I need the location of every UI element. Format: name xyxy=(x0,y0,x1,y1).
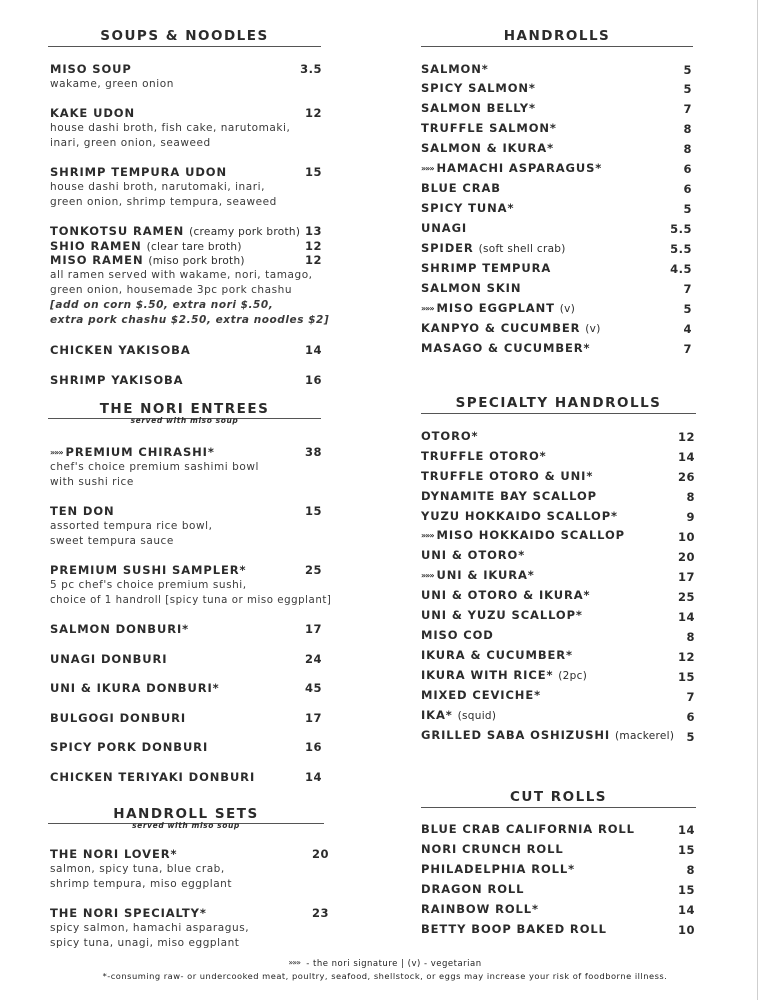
menu-item-name: SHRIMP YAKISOBA xyxy=(50,373,184,387)
page-edge xyxy=(757,0,758,1000)
menu-item-name: TRUFFLE OTORO* xyxy=(421,449,547,463)
menu-item-price: 12 xyxy=(304,253,322,267)
menu-item-price: 14 xyxy=(304,343,322,357)
menu-item-name: SALMON BELLY* xyxy=(421,101,536,115)
menu-item-name: CHICKEN YAKISOBA xyxy=(50,343,191,357)
menu-item-note: (squid) xyxy=(457,710,497,722)
menu-item-price: 14 xyxy=(677,450,695,464)
menu-item-price: 12 xyxy=(304,239,322,253)
section-header-sets: HANDROLL SETS served with miso soup xyxy=(48,806,324,822)
menu-item-price: 8 xyxy=(686,863,695,877)
menu-item-name: SALMON & IKURA* xyxy=(421,141,554,155)
menu-item-name: TRUFFLE SALMON* xyxy=(421,121,557,135)
menu-item-name: TRUFFLE OTORO & UNI* xyxy=(421,469,594,483)
menu-item-price: 23 xyxy=(311,906,329,920)
menu-item-note: (clear tare broth) xyxy=(146,241,242,253)
signature-icon: »»» xyxy=(421,304,434,313)
menu-item-price: 45 xyxy=(304,681,322,695)
menu-item-signature xyxy=(421,301,575,315)
signature-icon: »»» xyxy=(50,448,63,457)
menu-item-price: 6 xyxy=(686,710,695,724)
menu-item-price: 14 xyxy=(304,770,322,784)
menu-item-spider xyxy=(421,241,566,255)
menu-item-desc: inari, green onion, seaweed xyxy=(50,137,211,149)
menu-item-price: 8 xyxy=(686,630,695,644)
menu-item-name: DYNAMITE BAY SCALLOP xyxy=(421,489,597,503)
signature-icon: »»» xyxy=(421,164,434,173)
menu-item-price: 6 xyxy=(683,182,692,196)
menu-item-desc: house dashi broth, fish cake, narutomaki, xyxy=(50,122,291,134)
menu-item-price: 8 xyxy=(686,490,695,504)
menu-item-price: 15 xyxy=(304,504,322,518)
section-rule xyxy=(48,46,321,47)
menu-item-price: 7 xyxy=(683,282,692,296)
menu-item-price: 14 xyxy=(677,903,695,917)
menu-item-name: KAKE UDON xyxy=(50,106,135,120)
menu-item-price: 5 xyxy=(683,82,692,96)
menu-item-name: TEN DON xyxy=(50,504,115,518)
menu-item-name: BETTY BOOP BAKED ROLL xyxy=(421,922,607,936)
menu-item-name: SALMON* xyxy=(421,62,489,76)
footer-disclaimer: *-consuming raw- or undercooked meat, poultry, seafood, shellstock, or eggs may increase your risk of foodborne illness. xyxy=(102,971,668,981)
menu-item-price: 3.5 xyxy=(300,62,322,76)
menu-item-name: MISO EGGPLANT xyxy=(436,301,555,315)
menu-item-name: PREMIUM SUSHI SAMPLER* xyxy=(50,563,247,577)
menu-item-name: PREMIUM CHIRASHI* xyxy=(65,445,215,459)
menu-item-name: PHILADELPHIA ROLL* xyxy=(421,862,576,876)
menu-item-price: 12 xyxy=(677,650,695,664)
menu-item-price: 15 xyxy=(677,883,695,897)
menu-item-name: SHRIMP TEMPURA UDON xyxy=(50,165,227,179)
menu-item-name: UNI & OTORO & IKURA* xyxy=(421,588,591,602)
menu-item-name: MISO RAMEN xyxy=(50,253,144,267)
menu-item-ramen xyxy=(50,239,242,253)
menu-item-price: 14 xyxy=(677,610,695,624)
section-header-cutrolls: CUT ROLLS xyxy=(421,789,696,805)
section-rule xyxy=(421,46,693,47)
menu-item-name: SHRIMP TEMPURA xyxy=(421,261,552,275)
menu-item-price: 15 xyxy=(304,165,322,179)
menu-item-note: (2pc) xyxy=(558,670,588,682)
menu-item-desc: green onion, shrimp tempura, seaweed xyxy=(50,196,277,208)
menu-item-name: KANPYO & CUCUMBER xyxy=(421,321,581,335)
menu-item-saba xyxy=(421,728,674,742)
menu-item-signature xyxy=(421,161,602,175)
menu-item-price: 7 xyxy=(683,102,692,116)
menu-item-price: 25 xyxy=(677,590,695,604)
section-rule xyxy=(421,413,696,414)
menu-item-kanpyo xyxy=(421,321,601,335)
menu-item-price: 17 xyxy=(677,570,695,584)
menu-item-name: MASAGO & CUCUMBER* xyxy=(421,341,591,355)
legend-text: - the nori signature | (v) - vegetarian xyxy=(303,959,482,969)
menu-item-note: (soft shell crab) xyxy=(478,243,566,255)
menu-item-price: 17 xyxy=(304,711,322,725)
menu-item-price: 16 xyxy=(304,373,322,387)
menu-item-price: 4.5 xyxy=(670,262,692,276)
menu-item-note: (creamy pork broth) xyxy=(189,226,301,238)
ramen-addons: [add on corn $.50, extra nori $.50, xyxy=(50,299,274,311)
menu-item-price: 10 xyxy=(677,530,695,544)
menu-item-name: THE NORI SPECIALTY* xyxy=(50,906,207,920)
vegetarian-badge: (v) xyxy=(559,303,576,315)
menu-item-price: 12 xyxy=(304,106,322,120)
menu-item-name: TONKOTSU RAMEN xyxy=(50,224,185,238)
menu-item-name: NORI CRUNCH ROLL xyxy=(421,842,564,856)
menu-item-name: IKURA & CUCUMBER* xyxy=(421,648,573,662)
menu-item-desc: house dashi broth, narutomaki, inari, xyxy=(50,181,265,193)
ramen-desc: all ramen served with wakame, nori, tamago, xyxy=(50,269,313,281)
menu-item-name: BLUE CRAB CALIFORNIA ROLL xyxy=(421,822,635,836)
menu-item-name: BULGOGI DONBURI xyxy=(50,711,187,725)
menu-item-desc: chef's choice premium sashimi bowl xyxy=(50,461,259,473)
menu-item-price: 8 xyxy=(683,142,692,156)
menu-item-name: SPICY TUNA* xyxy=(421,201,515,215)
menu-item-name: UNAGI DONBURI xyxy=(50,652,168,666)
menu-item-desc: with sushi rice xyxy=(50,476,134,488)
section-subtitle: served with miso soup xyxy=(130,416,239,425)
menu-item-name: BLUE CRAB xyxy=(421,181,501,195)
menu-item-name: UNI & IKURA* xyxy=(436,568,535,582)
menu-item-name: MISO SOUP xyxy=(50,62,132,76)
menu-item-name: DRAGON ROLL xyxy=(421,882,525,896)
menu-item-name: SPICY PORK DONBURI xyxy=(50,740,209,754)
menu-item-name: IKURA WITH RICE* xyxy=(421,668,554,682)
menu-item-name: UNAGI xyxy=(421,221,468,235)
menu-item-desc: assorted tempura rice bowl, xyxy=(50,520,213,532)
menu-item-name: SALMON SKIN xyxy=(421,281,522,295)
menu-item-price: 16 xyxy=(304,740,322,754)
menu-item-name: HAMACHI ASPARAGUS* xyxy=(436,161,603,175)
menu-item-price: 5.5 xyxy=(670,222,692,236)
menu-item-signature xyxy=(50,445,215,459)
menu-item-price: 13 xyxy=(304,224,322,238)
menu-item-price: 25 xyxy=(304,563,322,577)
section-subtitle: served with miso soup xyxy=(132,821,240,830)
menu-item-signature xyxy=(421,528,625,542)
menu-item-name: IKA* xyxy=(421,708,453,722)
menu-item-desc: choice of 1 handroll [spicy tuna or miso eggplant] xyxy=(50,595,332,606)
menu-item-ika xyxy=(421,708,496,722)
menu-item-price: 12 xyxy=(677,430,695,444)
menu-item-signature xyxy=(421,568,535,582)
menu-item-ramen xyxy=(50,224,300,238)
section-header-specialty: SPECIALTY HANDROLLS xyxy=(421,395,696,411)
menu-item-name: SPICY SALMON* xyxy=(421,81,536,95)
menu-item-name: YUZU HOKKAIDO SCALLOP* xyxy=(421,509,618,523)
menu-item-price: 5.5 xyxy=(670,242,692,256)
menu-item-name: UNI & YUZU SCALLOP* xyxy=(421,608,583,622)
menu-item-name: GRILLED SABA OSHIZUSHI xyxy=(421,728,611,742)
menu-item-name: MISO COD xyxy=(421,628,494,642)
menu-item-price: 6 xyxy=(683,162,692,176)
menu-item-name: SALMON DONBURI* xyxy=(50,622,190,636)
menu-item-price: 17 xyxy=(304,622,322,636)
menu-item-price: 15 xyxy=(677,670,695,684)
menu-item-price: 7 xyxy=(683,342,692,356)
section-header-handrolls: HANDROLLS xyxy=(421,28,693,44)
menu-item-ikura-rice xyxy=(421,668,587,682)
menu-item-price: 10 xyxy=(677,923,695,937)
menu-item-desc: spicy salmon, hamachi asparagus, xyxy=(50,922,250,934)
menu-item-name: CHICKEN TERIYAKI DONBURI xyxy=(50,770,256,784)
signature-icon: »»» xyxy=(288,958,301,967)
footer-legend xyxy=(0,958,770,969)
ramen-desc: green onion, housemade 3pc pork chashu xyxy=(50,284,293,296)
menu-item-price: 38 xyxy=(304,445,322,459)
menu-item-name: MISO HOKKAIDO SCALLOP xyxy=(436,528,626,542)
menu-item-price: 5 xyxy=(683,202,692,216)
menu-item-name: RAINBOW ROLL* xyxy=(421,902,539,916)
menu-item-desc: wakame, green onion xyxy=(50,78,174,90)
menu-item-price: 20 xyxy=(311,847,329,861)
vegetarian-badge: (v) xyxy=(585,323,601,335)
menu-item-price: 5 xyxy=(686,730,695,744)
menu-item-desc: spicy tuna, unagi, miso eggplant xyxy=(50,937,240,949)
signature-icon: »»» xyxy=(421,531,434,540)
menu-item-price: 9 xyxy=(686,510,695,524)
menu-item-name: UNI & IKURA DONBURI* xyxy=(50,681,220,695)
signature-icon: »»» xyxy=(421,571,434,580)
menu-item-price: 15 xyxy=(677,843,695,857)
menu-item-name: SHIO RAMEN xyxy=(50,239,142,253)
section-rule xyxy=(421,807,696,808)
menu-item-name: UNI & OTORO* xyxy=(421,548,526,562)
menu-item-name: THE NORI LOVER* xyxy=(50,847,178,861)
menu-item-name: OTORO* xyxy=(421,429,479,443)
menu-item-price: 26 xyxy=(677,470,695,484)
menu-item-price: 4 xyxy=(683,322,692,336)
menu-item-desc: sweet tempura sauce xyxy=(50,535,174,547)
menu-item-price: 14 xyxy=(677,823,695,837)
menu-item-price: 8 xyxy=(683,122,692,136)
menu-item-price: 7 xyxy=(686,690,695,704)
section-header-soups: SOUPS & NOODLES xyxy=(48,28,321,44)
menu-item-name: MIXED CEVICHE* xyxy=(421,688,542,702)
menu-item-ramen xyxy=(50,253,245,267)
menu-item-desc: shrimp tempura, miso eggplant xyxy=(50,878,233,890)
menu-item-name: SPIDER xyxy=(421,241,474,255)
menu-item-desc: 5 pc chef's choice premium sushi, xyxy=(50,579,247,591)
menu-item-price: 24 xyxy=(304,652,322,666)
menu-item-note: (mackerel) xyxy=(615,730,675,742)
menu-item-price: 5 xyxy=(683,63,692,77)
ramen-addons: extra pork chashu $2.50, extra noodles $2] xyxy=(50,314,330,326)
menu-item-price: 20 xyxy=(677,550,695,564)
menu-item-desc: salmon, spicy tuna, blue crab, xyxy=(50,863,225,875)
menu-item-note: (miso pork broth) xyxy=(148,255,245,267)
section-header-entrees: THE NORI ENTREES served with miso soup xyxy=(48,401,321,417)
menu-item-price: 5 xyxy=(683,302,692,316)
